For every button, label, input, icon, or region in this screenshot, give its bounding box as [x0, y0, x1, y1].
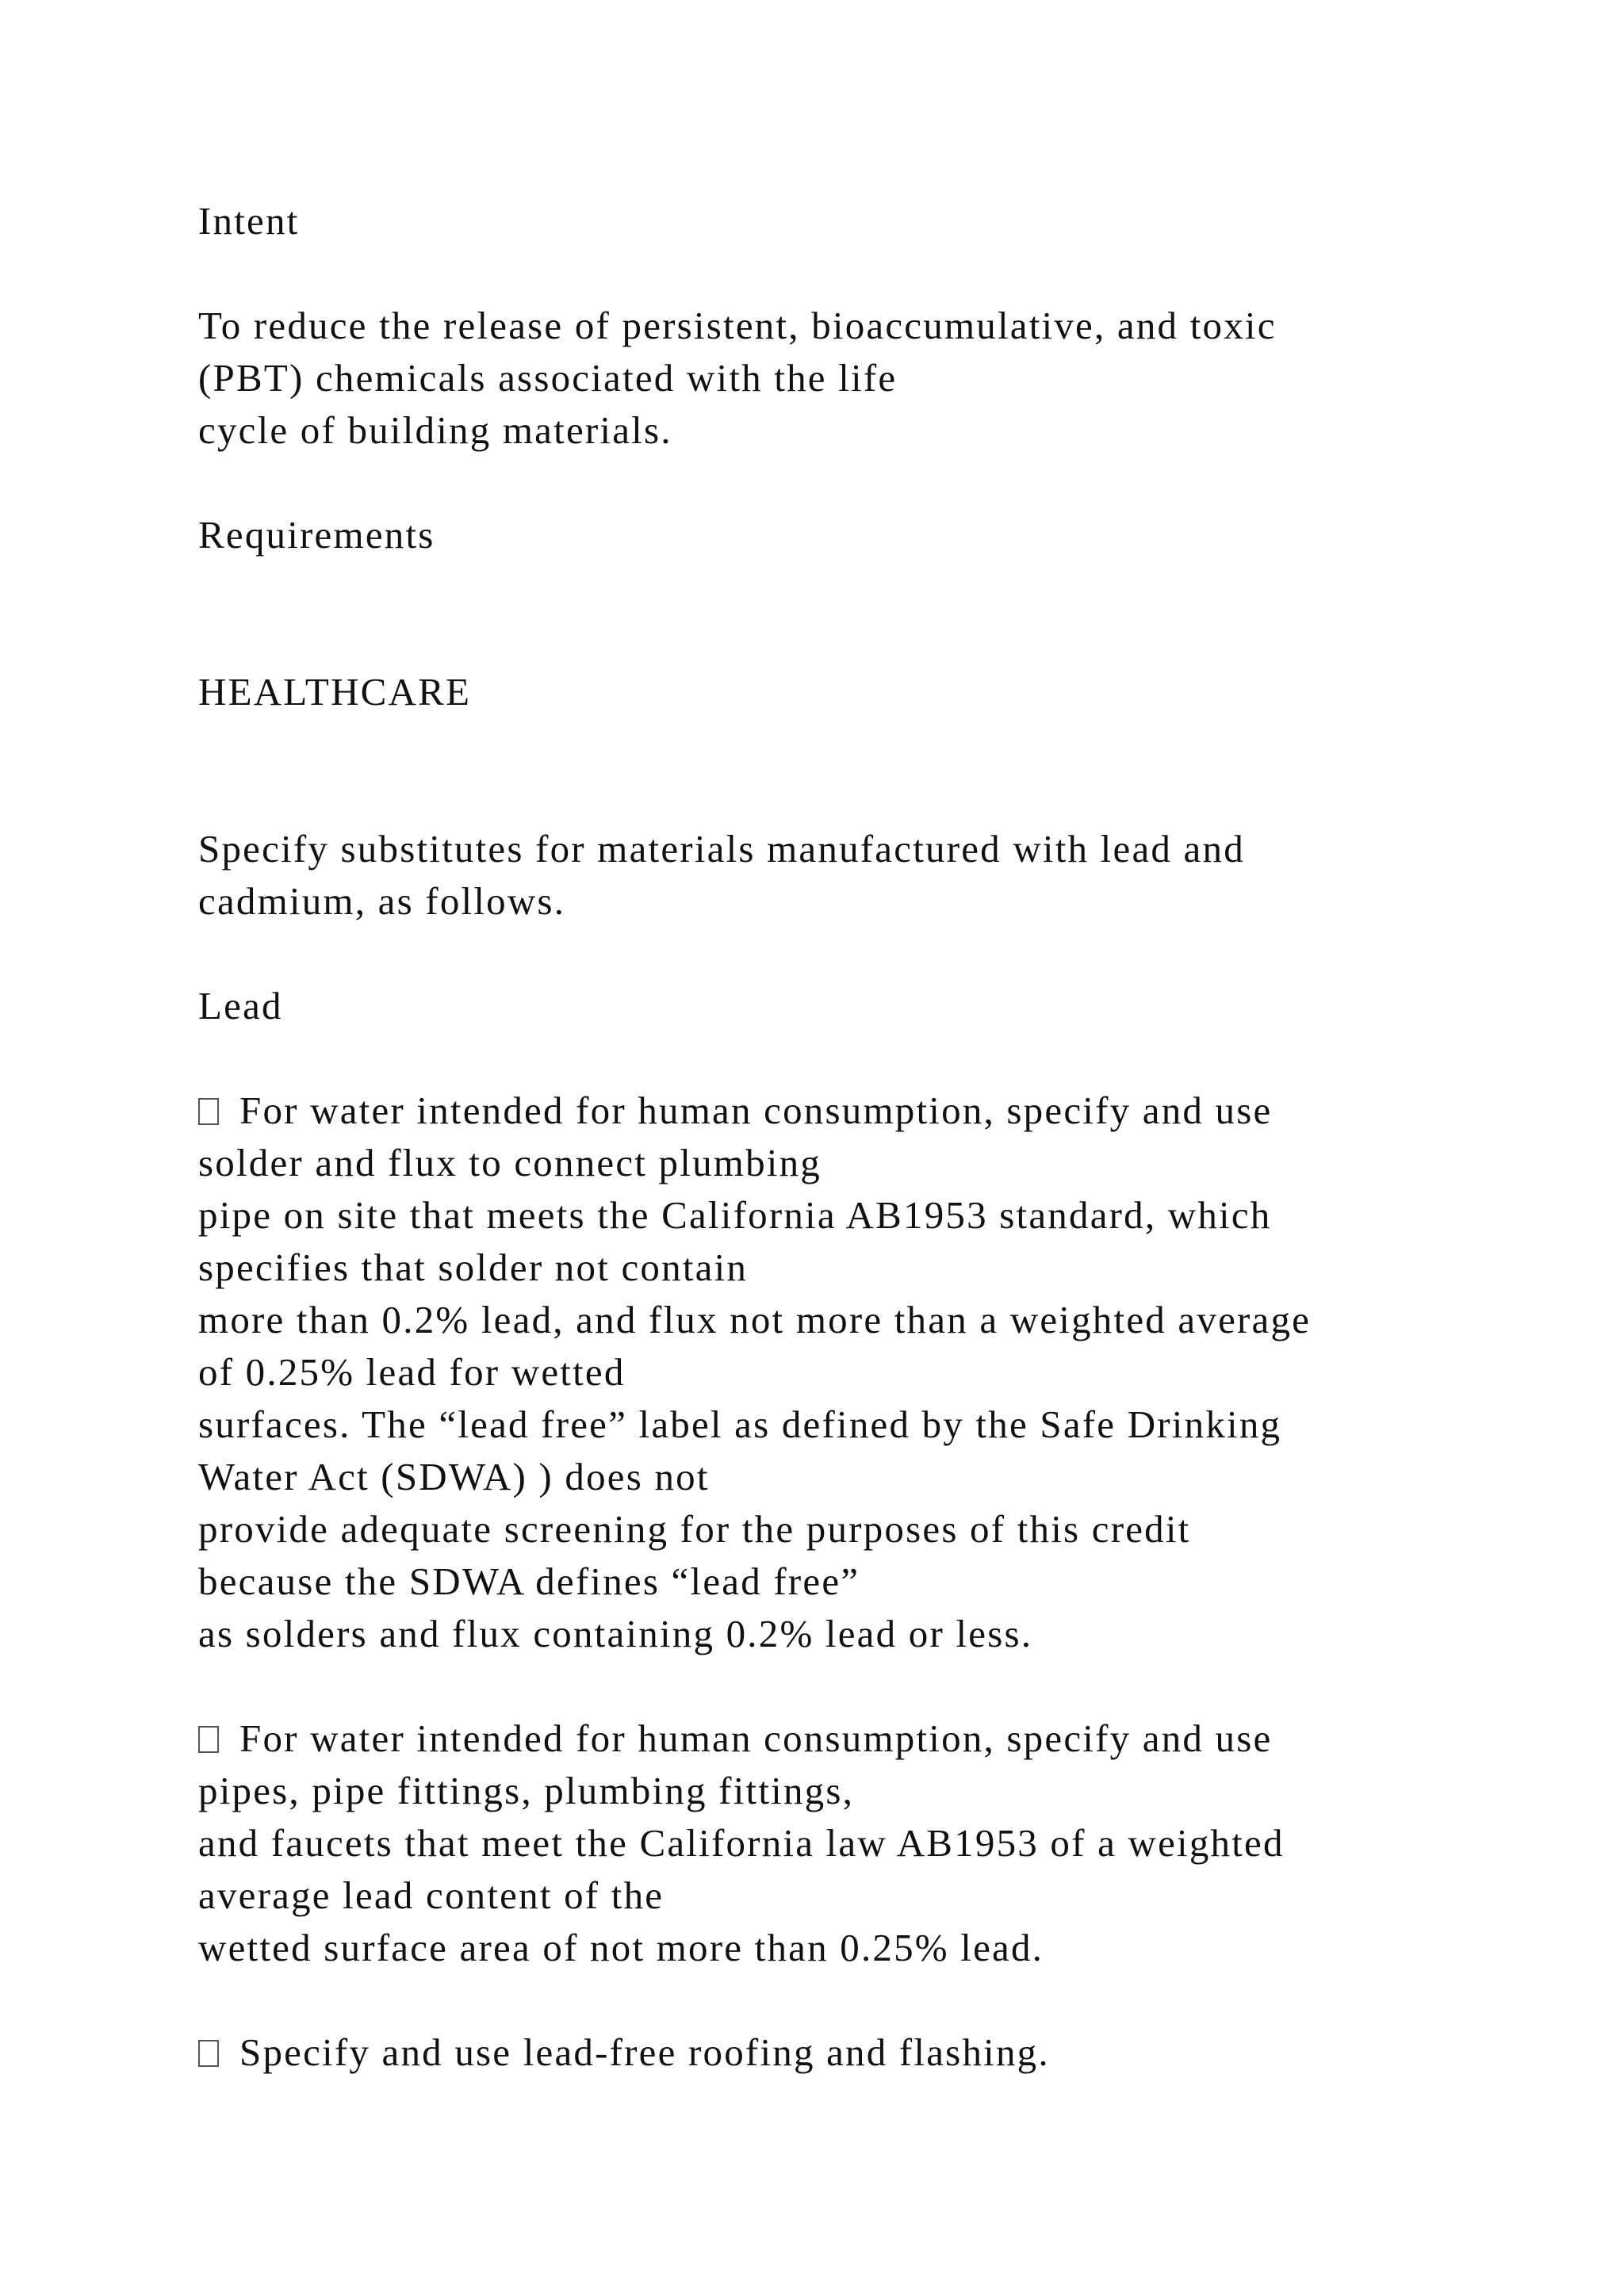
bullet-1-line: of 0.25% lead for wetted	[198, 1350, 626, 1394]
intent-line-1: To reduce the release of persistent, bioaccumulative, and toxic	[198, 304, 1277, 347]
specify-line-1: Specify substitutes for materials manufactured with lead and	[198, 827, 1245, 871]
bullet-2-line: pipes, pipe fittings, plumbing fittings,	[198, 1769, 855, 1812]
lead-heading: Lead	[198, 984, 283, 1027]
bullet-3-first-line	[198, 2026, 1050, 2079]
bullet-2-line: average lead content of the	[198, 1873, 665, 1917]
bullet-1-line: provide adequate screening for the purposes of this credit	[198, 1507, 1191, 1551]
specify-line-2: cadmium, as follows.	[198, 879, 566, 923]
bullet-1-line: as solders and flux containing 0.2% lead or less.	[198, 1612, 1033, 1655]
bullet-2-line: wetted surface area of not more than 0.25% lead.	[198, 1926, 1044, 1969]
bullet-1-first-line	[198, 1085, 1272, 1137]
requirements-heading: Requirements	[198, 513, 435, 557]
bullet-1-text: For water intended for human consumption, specify and use	[239, 1089, 1273, 1132]
intent-heading: Intent	[198, 199, 300, 243]
bullet-3-text: Specify and use lead-free roofing and flashing.	[239, 2030, 1050, 2074]
bullet-1-line: because the SDWA defines “lead free”	[198, 1559, 860, 1603]
bullet-2-line: and faucets that meet the California law AB1953 of a weighted	[198, 1821, 1285, 1865]
missing-glyph-box-icon	[198, 1726, 219, 1753]
bullet-1-line: pipe on site that meets the California AB1953 standard, which	[198, 1193, 1272, 1237]
intent-line-2: (PBT) chemicals associated with the life	[198, 356, 898, 400]
bullet-1-line: Water Act (SDWA) ) does not	[198, 1455, 710, 1498]
missing-glyph-box-icon	[198, 2040, 219, 2067]
bullet-1-line: more than 0.2% lead, and flux not more than a weighted average	[198, 1298, 1312, 1341]
bullet-1-line: specifies that solder not contain	[198, 1246, 749, 1289]
intent-line-3: cycle of building materials.	[198, 408, 672, 452]
bullet-2-text: For water intended for human consumption, specify and use	[239, 1716, 1273, 1760]
bullet-2-first-line	[198, 1712, 1272, 1765]
missing-glyph-box-icon	[198, 1098, 219, 1125]
healthcare-heading: HEALTHCARE	[198, 670, 472, 714]
bullet-1-line: solder and flux to connect plumbing	[198, 1141, 822, 1184]
bullet-1-line: surfaces. The “lead free” label as defined by the Safe Drinking	[198, 1402, 1282, 1446]
